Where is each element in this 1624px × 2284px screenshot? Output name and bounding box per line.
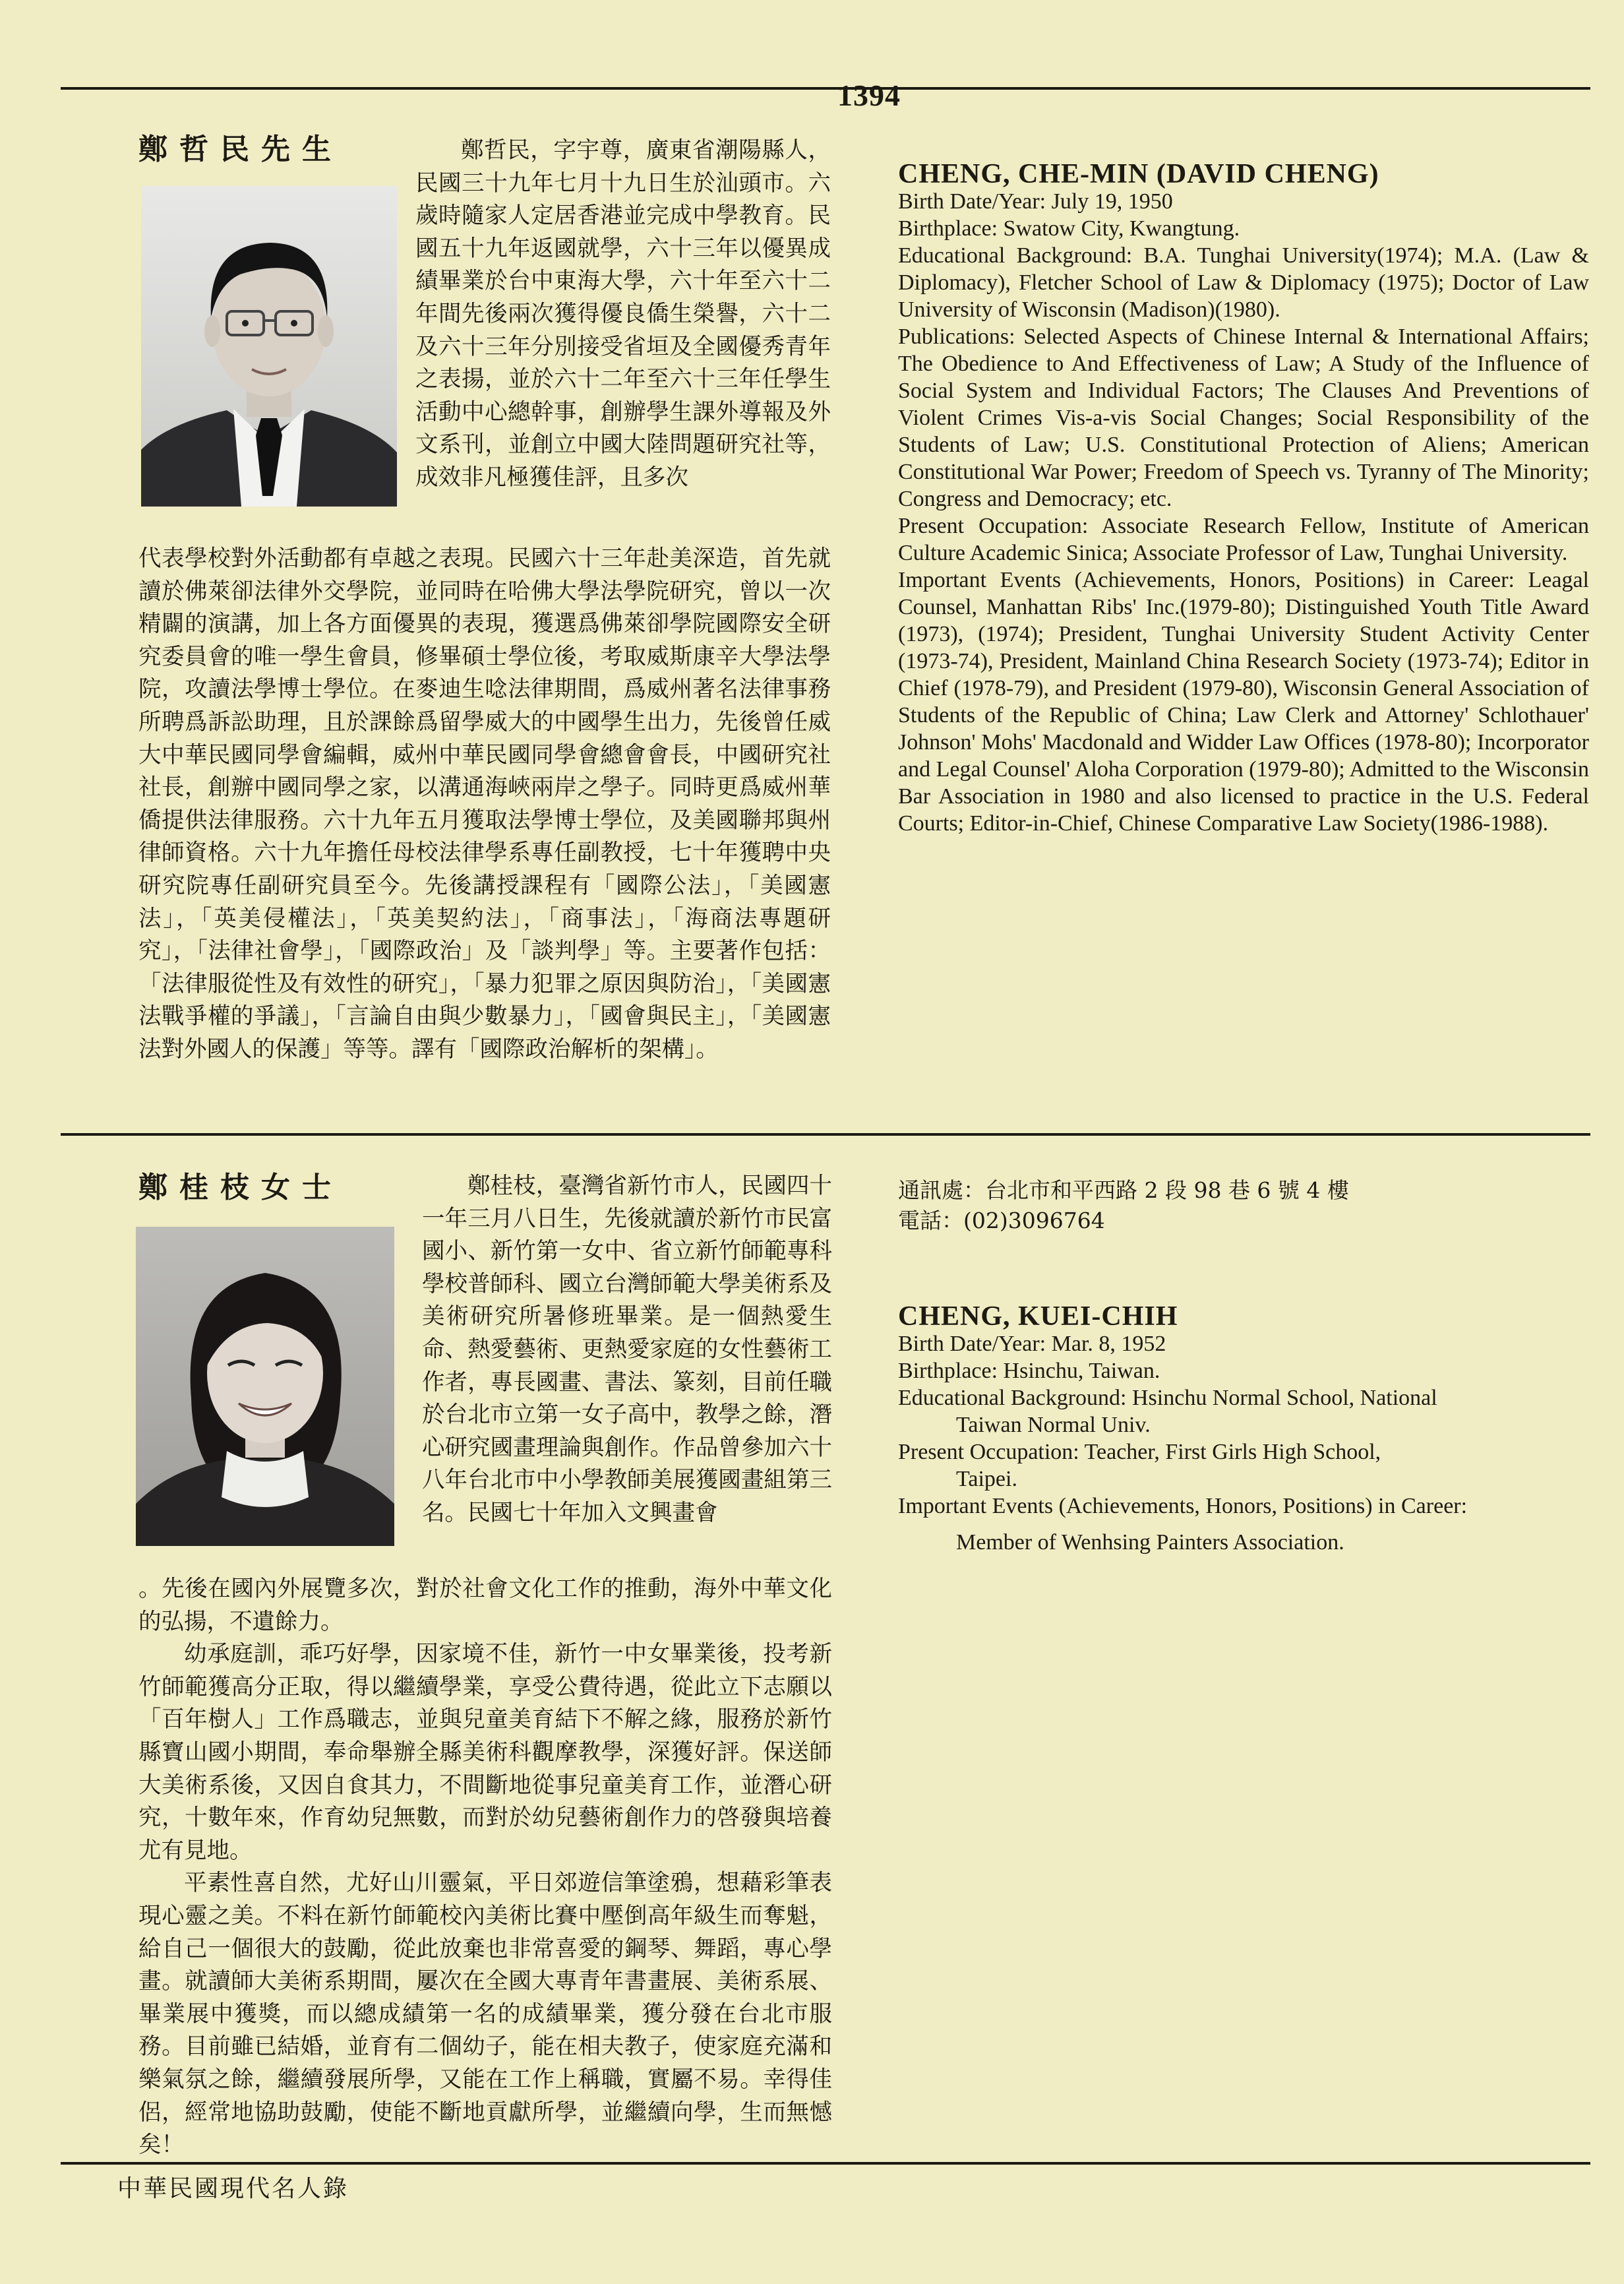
- footer-title: 中華民國現代名人錄: [117, 2175, 349, 2202]
- entry2-bio-zh-intro: 鄭桂枝，臺灣省新竹市人，民國四十一年三月八日生，先後就讀於新竹市民富國小、新竹第一女中、省立新竹師範專科學校普師科、國立台灣師範大學美術系及美術研究所暑修班畢業。是一個熱愛生命、熱愛藝術、更熱愛家庭的女性藝術工作者，專長國畫、書法、篆刻，目前任職於台北市立第一女子高中，教學之餘，潛心研究國畫理論與創作。作品曾參加六十八年台北市中小學教師美展獲國畫組第三名。民國七十年加入文興畫會: [422, 1173, 832, 1526]
- entry2-birth-date: Birth Date/Year: Mar. 8, 1952: [898, 1332, 1166, 1356]
- entry1-bio-zh-rest: 代表學校對外活動都有卓越之表現。民國六十三年赴美深造，首先就讀於佛萊卻法律外交學院，並同時在哈佛大學法學院研究，曾以一次精闢的演講，加上各方面優異的表現，獲選爲佛萊卻學院國際安全研究委員會的唯一學生會員，修畢碩士學位後，考取威斯康辛大學法學院，攻讀法學博士學位。在麥迪生唸法律期間，爲威州著名法律事務所聘爲訴訟助理，且於課餘爲留學威大的中國學生出力，先後曾任威大中華民國同學會編輯，威州中華民國同學會總會會長，中國研究社社長，創辦中國同學之家，以溝通海峽兩岸之學子。同時更爲威州華僑提供法律服務。六十九年五月獲取法學博士學位，及美國聯邦與州律師資格。六十九年擔任母校法律學系專任副教授，七十年獲聘中央研究院專任副研究員至今。先後講授課程有「國際公法」，「美國憲法」，「英美侵權法」，「英美契約法」，「商事法」，「海商法專題研究」，「法律社會學」，「國際政治」及「談判學」等。主要著作包括：「法律服從性及有效性的研究」，「暴力犯罪之原因與防治」，「美國憲法戰爭權的爭議」，「言論自由與少數暴力」，「國會與民主」，「美國憲法對外國人的保護」等等。譯有「國際政治解析的架構」。: [138, 545, 831, 1063]
- entry1-en-block: [898, 161, 1589, 837]
- entry1-birthplace: Birthplace: Swatow City, Kwangtung.: [898, 216, 1240, 241]
- entry1-name-en: CHENG, CHE-MIN (DAVID CHENG): [898, 159, 1379, 189]
- entry1-name-zh: 鄭哲民先生: [138, 133, 343, 166]
- entry2-portrait-photo: [136, 1227, 394, 1546]
- entry1-birth-date: Birth Date/Year: July 19, 1950: [898, 189, 1173, 214]
- entry1-occupation: Present Occupation: Associate Research Fellow, Institute of American Culture Academic Sinica; Associate Professor of Law, Tunghai University.: [898, 514, 1589, 565]
- entry2-contact-address: 通訊處：台北市和平西路 2 段 98 巷 6 號 4 樓: [898, 1177, 1349, 1203]
- entry1-events: Important Events (Achievements, Honors, Positions) in Career: Leagal Counsel, Manhattan Ribs' Inc.(1979-80); Distinguished Youth Title Award (1973), (1974); President, Tunghai University Student Activity Center (1973-74), President, Mainland China Research Society (1973-74); Editor in Chief (1978-79), and President (1979-80), Wisconsin General Association of Students of the Republic of China; Law Clerk and Attorney' Schlothauer' Johnson' Mohs' Macdonald and Widder Law Offices (1978-80); Incorporator and Legal Counsel' Aloha Corporation (1979-80); Admitted to the Wisconsin Bar Association in 1980 and also licensed to practice in the U.S. Federal Courts; Editor-in-Chief, Chinese Comparative Law Society(1986-1988).: [898, 568, 1589, 836]
- entry2-events: Important Events (Achievements, Honors, Positions) in Career:: [898, 1494, 1468, 1518]
- entry2-events-item: Member of Wenhsing Painters Association.: [956, 1530, 1344, 1555]
- entry2-occupation-cont: Taipei.: [956, 1467, 1017, 1491]
- entry2-en-block: [898, 1303, 1589, 1556]
- entry2-name-zh: 鄭桂枝女士: [138, 1171, 343, 1204]
- entry1-portrait-photo: [141, 186, 397, 507]
- entry2-occupation: Present Occupation: Teacher, First Girls High School,: [898, 1440, 1381, 1464]
- entry2-bio-zh-rest: 。先後在國內外展覽多次，對於社會文化工作的推動，海外中華文化的弘揚，不遺餘力。 幼承庭訓，乖巧好學，因家境不佳，新竹一中女畢業後，投考新竹師範獲高分正取，得以繼續學業，享受公費待遇，從此立下志願以「百年樹人」工作爲職志，並與兒童美育結下不解之緣，服務於新竹縣寶山國小期間，奉命舉辦全縣美術科觀摩教學，深獲好評。保送師大美術系後，又因自食其力，不間斷地從事兒童美育工作，並潛心研究，十數年來，作育幼兒無數，而對於幼兒藝術創作力的啓發與培養尤有見地。 平素性喜自然，尤好山川靈氣，平日郊遊信筆塗鴉，想藉彩筆表現心靈之美。不料在新竹師範校內美術比賽中壓倒高年級生而奪魁，給自己一個很大的鼓勵，從此放棄也非常喜愛的鋼琴、舞蹈，專心學畫。就讀師大美術系期間，屢次在全國大專青年書畫展、美術系展、畢業展中獲獎，而以總成績第一名的成績畢業，獲分發在台北市服務。目前雖已結婚，並育有二個幼子，能在相夫教子，使家庭充滿和樂氣氛之餘，繼續發展所學，又能在工作上稱職，實屬不易。幸得佳侶，經常地協助鼓勵，使能不斷地貢獻所學，並繼續向學，生而無憾矣！: [138, 1576, 832, 2159]
- footer-rule: [61, 2162, 1590, 2165]
- page-number: 1394: [837, 78, 901, 112]
- entry2-contact-phone: 電話：(02)3096764: [898, 1208, 1105, 1233]
- entry2-birthplace: Birthplace: Hsinchu, Taiwan.: [898, 1359, 1160, 1383]
- entry1-bio-zh-intro: 鄭哲民，字宇尊，廣東省潮陽縣人，民國三十九年七月十九日生於汕頭市。六歲時隨家人定居香港並完成中學教育。民國五十九年返國就學，六十三年以優異成績畢業於台中東海大學，六十年至六十二年間先後兩次獲得優良僑生榮譽，六十二及六十三年分別接受省垣及全國優秀青年之表揚，並於六十二年至六十三年任學生活動中心總幹事，創辦學生課外導報及外文系刊，並創立中國大陸問題研究社等，成效非凡極獲佳評，且多次: [415, 137, 831, 491]
- entry2-contact: [898, 1175, 1589, 1236]
- entry2-education: Educational Background: Hsinchu Normal School, National: [898, 1386, 1437, 1410]
- entry-divider: [61, 1133, 1590, 1136]
- entry2-name-en: CHENG, KUEI-CHIH: [898, 1301, 1178, 1332]
- entry1-publications: Publications: Selected Aspects of Chinese Internal & International Affairs; The Obedience to And Effectiveness of Law; A Study of the Influence of Social System and Individual Factors; The Clauses And Preventions of Violent Crimes Vis-a-vis Social Changes; Social Responsibility of the Students of Law; U.S. Constitutional Protection of Aliens; American Constitutional War Power; Freedom of Speech vs. Tyranny of The Minority; Congress and Democracy; etc.: [898, 324, 1589, 511]
- entry1-education: Educational Background: B.A. Tunghai University(1974); M.A. (Law & Diplomacy), Fletcher School of Law & Diplomacy (1975); Doctor of Law University of Wisconsin (Madison)(1980).: [898, 243, 1589, 322]
- entry2-education-cont: Taiwan Normal Univ.: [956, 1413, 1151, 1437]
